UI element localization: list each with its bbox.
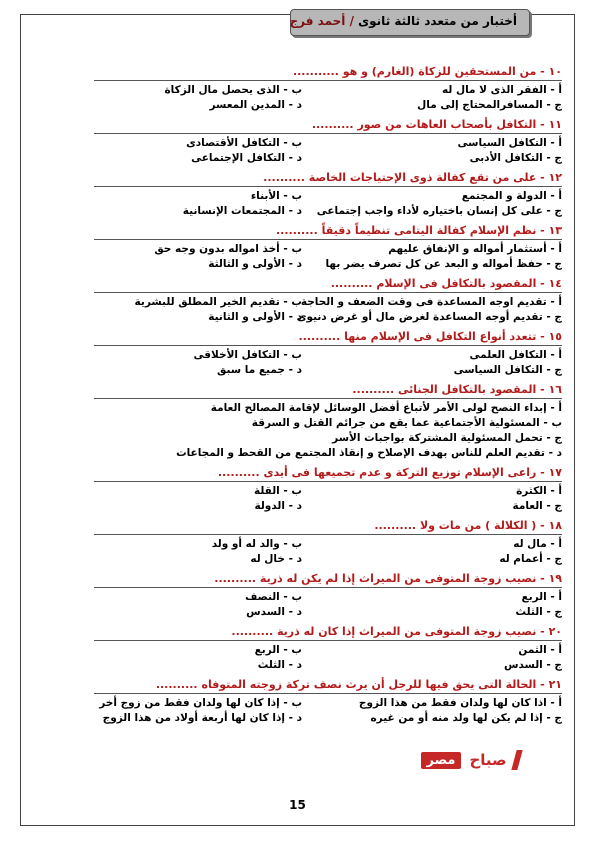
option-c: ج - السدس bbox=[503, 659, 562, 671]
option-d: د - السدس bbox=[246, 606, 302, 618]
option-c: ج - التكافل السياسى bbox=[453, 364, 562, 376]
option-a: أ - أستثمار أمواله و الإنفاق عليهم bbox=[388, 243, 562, 255]
divider-line bbox=[94, 186, 562, 187]
question-19 bbox=[34, 571, 562, 620]
page-header bbox=[290, 9, 530, 36]
option-d: د - الثلث bbox=[257, 659, 302, 671]
option-b: ب - أخذ امواله بدون وجه حق bbox=[154, 243, 302, 255]
divider-line bbox=[94, 80, 562, 81]
option-a: أ - التكافل السياسى bbox=[457, 137, 562, 149]
question-14 bbox=[34, 276, 562, 325]
option-d: د - خال له bbox=[250, 553, 302, 565]
option-a: أ - مال له bbox=[513, 538, 562, 550]
question-17 bbox=[34, 465, 562, 514]
question-title: ١٤ - المقصود بالتكافل فى الإسلام .......... bbox=[330, 277, 562, 290]
question-15 bbox=[34, 329, 562, 378]
header-title: أختبار من متعدد ثالثة ثانوى bbox=[358, 14, 517, 28]
option-a: أ - الربع bbox=[521, 591, 562, 603]
question-title: ١٠ - من المستحقين للزكاة (الغارم) و هو ........... bbox=[292, 65, 562, 78]
option-a: أ - الثمن bbox=[518, 644, 562, 656]
option-d: د - الأولى و الثالثة bbox=[208, 258, 302, 270]
option-c: ج - تحمل المسئولية المشتركة بواجبات الأسر bbox=[332, 432, 562, 444]
option-b: ب - التكافل الأخلاقى bbox=[193, 349, 302, 361]
option-a: أ - إبداء النصح لولى الأمر لأتباع أفضل الوسائل لإقامة المصالح العامة bbox=[210, 402, 562, 414]
question-title: ١١ - التكافل بأصحاب العاهات من صور .......... bbox=[311, 118, 562, 131]
option-a: أ - تقديم اوجه المساعدة فى وقت الضعف و الحاجة bbox=[300, 296, 562, 308]
option-c: ج - إذا لم يكن لها ولد منه أو من غيره bbox=[370, 712, 562, 724]
option-b: ب - تقديم الخير المطلق للبشرية bbox=[134, 296, 302, 308]
divider-line bbox=[94, 693, 562, 694]
option-b: ب - إذا كان لها ولدان فقط من زوج أخر bbox=[99, 697, 302, 709]
option-d: د - المدين المعسر bbox=[209, 99, 302, 111]
divider-line bbox=[94, 587, 562, 588]
divider-line bbox=[94, 640, 562, 641]
divider-line bbox=[94, 133, 562, 134]
option-a: أ - اذا كان لها ولدان فقط من هذا الزوج bbox=[358, 697, 562, 709]
option-c: ج - على كل إنسان باختياره لأداء واجب إجتماعى bbox=[316, 205, 562, 217]
option-c: ج - تقديم أوجه المساعدة لغرض مال أو غرض دنيوى bbox=[296, 311, 562, 323]
option-d: د - المجتمعات الإنسانية bbox=[182, 205, 302, 217]
header-text bbox=[290, 14, 517, 28]
watermark-logo bbox=[390, 748, 550, 772]
option-c: ج - الثلث bbox=[515, 606, 562, 618]
page-number: 15 bbox=[289, 798, 306, 812]
option-b: ب - الأبناء bbox=[250, 190, 302, 202]
question-title: ٢٠ - نصيب زوجة المتوفى من الميراث إذا كان له ذرية .......... bbox=[231, 625, 562, 638]
question-title: ١٨ - ( الكلالة ) من مات ولا .......... bbox=[374, 519, 562, 532]
option-a: أ - الفقر الذى لا مال له bbox=[442, 84, 562, 96]
option-b: ب - الذى يحصل مال الزكاة bbox=[164, 84, 302, 96]
option-a: أ - الدولة و المجتمع bbox=[461, 190, 562, 202]
option-a: أ - الكثرة bbox=[516, 485, 562, 497]
option-d: د - التكافل الإجتماعى bbox=[191, 152, 302, 164]
option-a: أ - التكافل العلمى bbox=[469, 349, 562, 361]
option-c: ج - أعمام له bbox=[499, 553, 562, 565]
divider-line bbox=[94, 345, 562, 346]
question-16 bbox=[34, 382, 562, 461]
option-b: ب - المسئولية الأجتماعية عما يقع من جرائم القتل و السرقة bbox=[251, 417, 562, 429]
question-21 bbox=[34, 677, 562, 726]
option-b: ب - التكافل الأقتصادى bbox=[186, 137, 302, 149]
question-13 bbox=[34, 223, 562, 272]
question-title: ١٧ - راعى الإسلام توزيع التركة و عدم تجميعها فى أيدى .......... bbox=[217, 466, 562, 479]
watermark-text: صباح bbox=[465, 751, 510, 769]
question-title: ١٥ - تتعدد أنواع التكافل فى الإسلام منها .......... bbox=[298, 330, 562, 343]
question-title: ١٣ - نظم الإسلام كفالة اليتامى تنظيماً دقيقاً .......... bbox=[275, 224, 562, 237]
divider-line bbox=[94, 292, 562, 293]
option-d: د - تقديم العلم للناس بهدف الإصلاح و إنقاذ المجتمع من القحط و المجاعات bbox=[176, 447, 562, 459]
watermark-box: مصر bbox=[421, 752, 462, 769]
option-b: ب - القلة bbox=[254, 485, 302, 497]
question-18 bbox=[34, 518, 562, 567]
option-c: ج - التكافل الأدبى bbox=[469, 152, 562, 164]
questions-content bbox=[34, 64, 562, 726]
divider-line bbox=[94, 398, 562, 399]
option-d: د - الأولى و الثانية bbox=[208, 311, 302, 323]
logo-mark-icon bbox=[511, 750, 522, 770]
option-d: د - جميع ما سبق bbox=[217, 364, 302, 376]
divider-line bbox=[94, 534, 562, 535]
question-11 bbox=[34, 117, 562, 166]
option-b: ب - الربع bbox=[254, 644, 302, 656]
question-title: ١٩ - نصيب زوجة المتوفى من الميراث إذا لم يكن له ذرية .......... bbox=[214, 572, 562, 585]
divider-line bbox=[94, 481, 562, 482]
option-d: د - إذا كان لها أربعة أولاد من هذا الزوج bbox=[102, 712, 302, 724]
question-title: ٢١ - الحالة التى يحق فيها للرجل أن يرث نصف تركة زوجته المتوفاه .......... bbox=[155, 678, 562, 691]
divider-line bbox=[94, 239, 562, 240]
question-12 bbox=[34, 170, 562, 219]
question-title: ١٢ - على من تقع كفالة ذوى الإحتياجات الخاصة .......... bbox=[263, 171, 562, 184]
question-10 bbox=[34, 64, 562, 113]
option-c: ج - العامة bbox=[512, 500, 562, 512]
option-d: د - الدولة bbox=[254, 500, 302, 512]
option-c: ج - المسافرالمحتاج إلى مال bbox=[417, 99, 562, 111]
option-b: ب - النصف bbox=[245, 591, 302, 603]
option-b: ب - والد له أو ولد bbox=[211, 538, 302, 550]
option-c: ج - حفظ أمواله و البعد عن كل تصرف يضر بها bbox=[325, 258, 562, 270]
header-author: / أحمد فرج bbox=[289, 14, 354, 28]
question-20 bbox=[34, 624, 562, 673]
question-title: ١٦ - المقصود بالتكافل الجنائى .......... bbox=[352, 383, 562, 396]
